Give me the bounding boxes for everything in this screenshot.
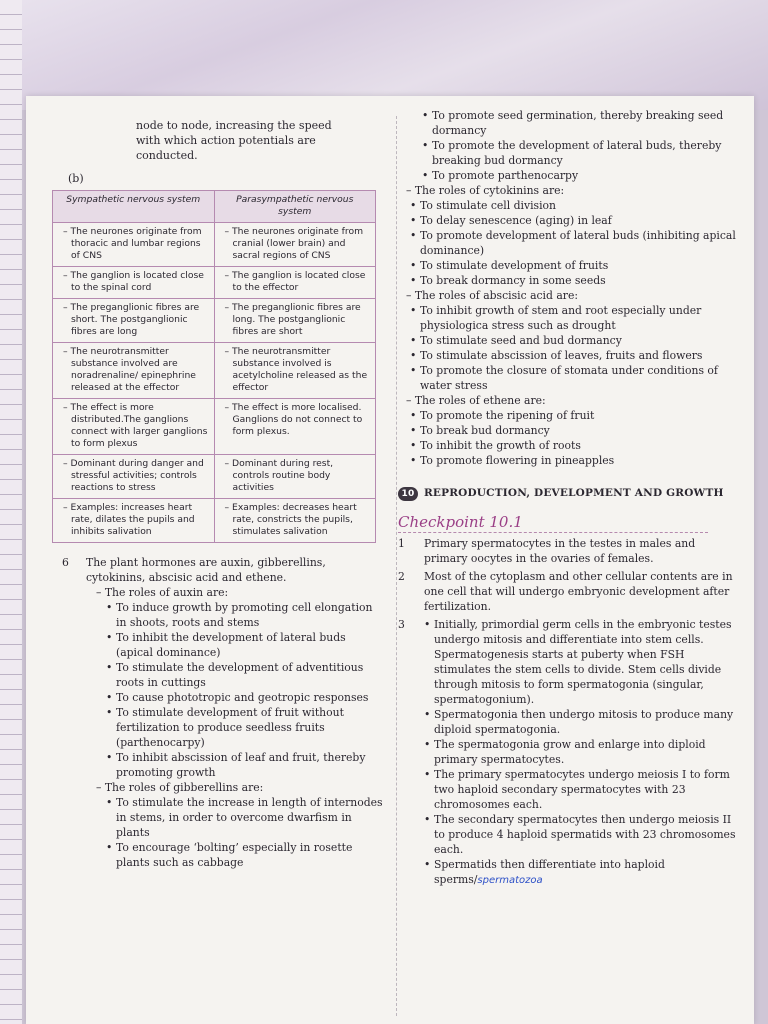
list-item: • To inhibit growth of stem and root especially under physiologica stress such as drought	[420, 303, 736, 333]
cytokinins-heading: – The roles of cytokinins are:	[406, 184, 565, 197]
cell-text: – The neurones originate from cranial (lower brain) and sacral regions of CNS	[224, 226, 364, 261]
list-item: • To stimulate development of fruits	[420, 258, 736, 273]
list-item: • To break bud dormancy	[420, 423, 736, 438]
cell-text: – The neurotransmitter substance involved are noradrenaline/ epinephrine released at the effector	[63, 346, 196, 393]
list-item: • To stimulate development of fruit without fertilization to produce seedless fruits (parthenocarpy)	[116, 705, 383, 750]
question-number: 6	[62, 556, 69, 569]
list-item: • To promote parthenocarpy	[432, 168, 736, 183]
checkpoint-title: Checkpoint 10.1	[398, 515, 708, 533]
gibberellins-heading: – The roles of gibberellins are:	[96, 781, 264, 794]
list-item: • To promote seed germination, thereby breaking seed dormancy	[432, 108, 736, 138]
last-item-text: Spermatids then differentiate into haploid sperms/	[434, 858, 665, 886]
table-cell	[214, 223, 376, 267]
table-header-row	[53, 191, 376, 223]
table-row	[53, 455, 376, 499]
subpart-label: (b)	[68, 172, 84, 185]
cell-text: – Dominant during danger and stressful activities; controls reactions to stress	[63, 458, 204, 493]
table-cell	[53, 267, 215, 299]
table-cell	[214, 343, 376, 399]
list-item: • To promote the closure of stomata under conditions of water stress	[420, 363, 736, 393]
list-item: • Spermatogonia then undergo mitosis to produce many diploid spermatogonia.	[434, 707, 736, 737]
table-row	[53, 267, 376, 299]
table-row	[53, 343, 376, 399]
list-item: • To stimulate the development of adventitious roots in cuttings	[116, 660, 383, 690]
table-cell	[214, 399, 376, 455]
gibberellins-continued	[410, 108, 736, 183]
cell-text: – Examples: decreases heart rate, constricts the pupils, stimulates salivation	[224, 502, 357, 537]
table-row	[53, 299, 376, 343]
answer-3	[398, 617, 736, 888]
list-item: • The secondary spermatocytes then undergo meiosis II to produce 4 haploid spermatids with 23 chromosomes each.	[434, 812, 736, 857]
cell-text: – The effect is more distributed.The ganglions connect with larger ganglions to form plexus	[63, 402, 208, 449]
gibberellins-list-cont	[410, 108, 736, 183]
table-row	[53, 223, 376, 267]
list-item: • Initially, primordial germ cells in the embryonic testes undergo mitosis and differentiate into stem cells. Spermatogenesis starts at puberty when FSH stimulates the stem cells to divide. Stem cells divide through mitosis to form spermatogonia (singular, spermatogonium).	[434, 617, 736, 707]
list-item: • To promote the ripening of fruit	[420, 408, 736, 423]
textbook-page	[26, 96, 754, 1024]
ethene-heading: – The roles of ethene are:	[406, 394, 546, 407]
table-cell	[53, 343, 215, 399]
list-item: • To stimulate seed and bud dormancy	[420, 333, 736, 348]
table-cell	[214, 455, 376, 499]
list-item: • To promote the development of lateral buds, thereby breaking bud dormancy	[432, 138, 736, 168]
list-item: • To inhibit the growth of roots	[420, 438, 736, 453]
right-column	[398, 108, 736, 888]
list-item: • To inhibit abscission of leaf and fruit, thereby promoting growth	[116, 750, 383, 780]
list-item: • To break dormancy in some seeds	[420, 273, 736, 288]
list-item	[434, 857, 736, 888]
answer-text: Primary spermatocytes in the testes in males and primary oocytes in the ovaries of females.	[424, 537, 696, 565]
list-item: • To delay senescence (aging) in leaf	[420, 213, 736, 228]
answer-1	[398, 536, 736, 566]
table-cell	[53, 399, 215, 455]
column-divider	[396, 116, 397, 1016]
table-cell	[53, 299, 215, 343]
auxin-heading: – The roles of auxin are:	[96, 586, 229, 599]
cell-text: – The ganglion is located close to the spinal cord	[63, 270, 204, 293]
cell-text: – The ganglion is located close to the effector	[224, 270, 366, 293]
table-cell	[53, 223, 215, 267]
chapter-number-badge: 10	[398, 487, 418, 501]
table-cell	[214, 267, 376, 299]
chapter-title: REPRODUCTION, DEVELOPMENT AND GROWTH	[424, 487, 724, 499]
answer-number: 1	[398, 537, 405, 550]
table-cell	[214, 299, 376, 343]
list-item: • To stimulate abscission of leaves, fruits and flowers	[420, 348, 736, 363]
cell-text: – Examples: increases heart rate, dilates the pupils and inhibits salivation	[63, 502, 195, 537]
answer-number: 3	[398, 618, 405, 631]
gibberellins-list	[86, 795, 383, 870]
comparison-table	[52, 190, 376, 543]
answer-3-list	[424, 617, 736, 888]
answer-text: Most of the cytoplasm and other cellular contents are in one cell that will undergo embryonic development after fertilization.	[424, 570, 733, 613]
list-item: • To cause phototropic and geotropic responses	[116, 690, 383, 705]
cell-text: – The preganglionic fibres are long. The postganglionic fibres are short	[224, 302, 361, 337]
table-cell	[214, 499, 376, 543]
table-header: Parasympathetic nervous system	[214, 191, 376, 223]
answer-2	[398, 569, 736, 614]
list-item: • To stimulate the increase in length of internodes in stems, in order to overcome dwarfism in plants	[116, 795, 383, 840]
intro-text: node to node, increasing the speed with which action potentials are conducted.	[136, 119, 332, 162]
list-item: • To encourage ‘bolting’ especially in rosette plants such as cabbage	[116, 840, 383, 870]
table-cell	[53, 499, 215, 543]
abscisic-list	[398, 303, 736, 393]
table-row	[53, 399, 376, 455]
notebook-edge	[0, 0, 22, 1024]
cell-text: – Dominant during rest, controls routine body activities	[224, 458, 334, 493]
chapter-heading	[398, 486, 736, 501]
left-column	[48, 118, 383, 870]
table-cell	[53, 455, 215, 499]
question-6	[48, 555, 383, 870]
abscisic-heading: – The roles of abscisic acid are:	[406, 289, 578, 302]
list-item: • The primary spermatocytes undergo meiosis I to form two haploid secondary spermatocytes with 23 chromosomes each.	[434, 767, 736, 812]
cell-text: – The neurones originate from thoracic and lumbar regions of CNS	[63, 226, 202, 261]
table-row	[53, 499, 376, 543]
list-item: • To inhibit the development of lateral buds (apical dominance)	[116, 630, 383, 660]
background-pattern	[0, 0, 768, 110]
answer-number: 2	[398, 570, 405, 583]
cell-text: – The neurotransmitter substance involved is acetylcholine released as the effector	[224, 346, 368, 393]
auxin-list	[86, 600, 383, 780]
list-item: • The spermatogonia grow and enlarge into diploid primary spermatocytes.	[434, 737, 736, 767]
list-item: • To induce growth by promoting cell elongation in shoots, roots and stems	[116, 600, 383, 630]
cell-text: – The effect is more localised. Ganglions do not connect to form plexus.	[224, 402, 363, 437]
table-header: Sympathetic nervous system	[53, 191, 215, 223]
list-item: • To promote flowering in pineapples	[420, 453, 736, 468]
list-item: • To stimulate cell division	[420, 198, 736, 213]
cell-text: – The preganglionic fibres are short. The postganglionic fibres are long	[63, 302, 200, 337]
cytokinins-list	[398, 198, 736, 288]
question-text: The plant hormones are auxin, gibberellins, cytokinins, abscisic acid and ethene.	[86, 556, 326, 584]
handwritten-note: spermatozoa	[477, 875, 543, 886]
list-item: • To promote development of lateral buds (inhibiting apical dominance)	[420, 228, 736, 258]
ethene-list	[398, 408, 736, 468]
